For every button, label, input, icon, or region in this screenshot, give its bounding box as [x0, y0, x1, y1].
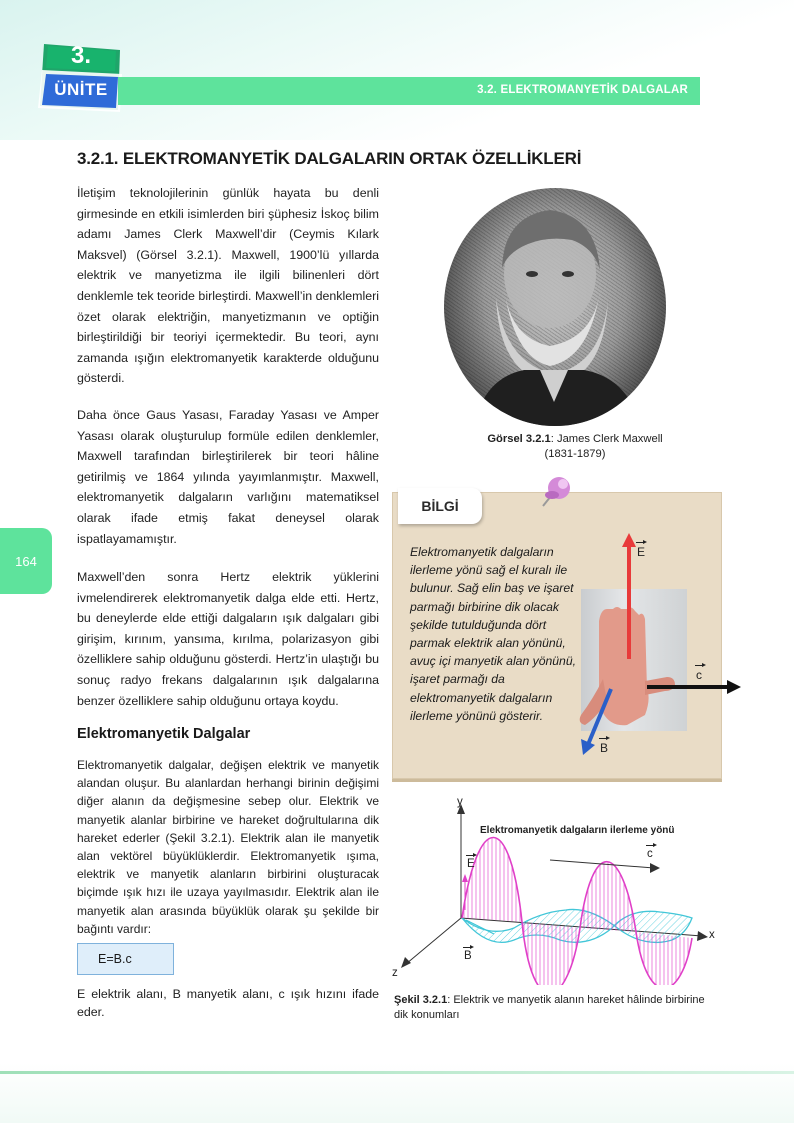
info-badge-label: BİLGİ — [421, 498, 459, 514]
push-pin-icon — [537, 470, 577, 510]
wave-caption-label: Şekil 3.2.1 — [394, 994, 448, 1006]
unit-label: ÜNİTE — [54, 80, 108, 99]
wave-label-b: B — [464, 950, 472, 962]
right-hand-rule-photo — [581, 589, 687, 731]
portrait-caption-text: : James Clerk Maxwell — [550, 433, 663, 445]
portrait-caption-label: Görsel 3.2.1 — [487, 433, 551, 445]
chapter-header-bar — [118, 77, 700, 105]
portrait-caption — [420, 432, 730, 462]
footer-rule — [0, 1071, 794, 1074]
subsection-paragraph: Elektromanyetik dalgalar, değişen elektrik ve manyetik alandan oluşur. Bu alanlardan herhangi birinin değişimi diğer alanın da değişmesine sebep olur. Elektrik ve manyetik alanlar birbirine ve hareket doğrultularına dik hareket ederler (Şekil 3.2.1). Elektrik alan ile manyetik alan vektörel büyüklüklerdir. Elektromanyetik ışıma, elektrik ve manyetik alanların birbirini oluşturacak biçimde ışık hızı ile uzaya yayılmasıdır. Elektrik alan ile manyetik alan arasında büyüklük olarak şu şekilde bir bağıntı vardır: — [77, 758, 379, 936]
right-hand-rule-illustration — [541, 539, 741, 759]
portrait-caption-years: (1831-1879) — [544, 448, 606, 460]
unit-badge — [38, 40, 124, 114]
formula-explanation: E elektrik alanı, B manyetik alanı, c ışık hızını ifade eder. — [77, 987, 379, 1019]
z-axis — [406, 918, 461, 964]
formula: E=B.c — [98, 952, 132, 966]
paragraph-3: Maxwell’den sonra Hertz elektrik yüklerini ivmelendirerek elektromanyetik dalga elde etti. Hertz, bu deneylerde elde ettiği dalgaların ışık dalgaları gibi girişim, kırınım, yansıma, kırılma, polarizasyon gibi özelliklere sahip olduğunu gösterdi. Hertz’in ulaştığı bu sonuç radyo frekans dalgalarının ışık dalgalarına benzer özelliklere sahip olduğunu ortaya koydu. — [77, 570, 379, 708]
wave-label-e: E — [467, 858, 475, 870]
page-number-tab — [0, 528, 52, 594]
subsection-title: Elektromanyetik Dalgalar — [77, 726, 251, 742]
wave-caption-text: : Elektrik ve manyetik alanın hareket hâlinde birbirine dik konumları — [394, 994, 705, 1021]
paragraph-2: Daha önce Gaus Yasası, Faraday Yasası ve Amper Yasası olarak oluşturulup formüle edilen denklemler, Maxwell tarafından birleştirilerek bir teori hâline getirilmiş ve 1864 yılında yayımlanmıştır. Maxwell, elektromanyetik dalgaların varlığını matematiksel olarak ifade etmiş fakat deneysel olarak ispatlayamamıştır. — [77, 408, 379, 546]
electromagnetic-wave-diagram — [390, 790, 720, 985]
unit-number: 3. — [70, 42, 91, 69]
chapter-title: 3.2. ELEKTROMANYETİK DALGALAR — [477, 84, 688, 96]
wave-label-c: c — [647, 848, 653, 860]
axis-label-z: z — [392, 967, 398, 979]
info-text: Elektromanyetik dalgaların ilerleme yönü sağ el kuralı ile bulunur. Sağ elin baş ve işaret parmağı birbirine dik olacak şekilde tutulduğunda dört parmak elektrik alan yönünü, avuç içi manyetik alan yönünü, işaret parmağı da elektromanyetik dalgaların ilerleme yönünü gösterir. — [410, 545, 576, 723]
info-label-c: c — [696, 668, 702, 682]
formula-box — [77, 943, 174, 975]
paragraph-1: İletişim teknolojilerinin günlük hayata bu denli girmesinde en etkili isimlerden biri şüphesiz İskoç bilim adamı James Clerk Maxwell’dir (Ceymis Kılark Maksvel) (Görsel 3.2.1). Maxwell, 1900’lü yıllarda elektrik ve manyetizma ile ilgili bilinenleri dört denklemle tek teoride birleştirdi. Maxwell’in denklemleri özet olarak elektriğin, manyetizmanın ve optiğin birleştirildiği bir teoriyi içermektedir. Bu teori, aynı zamanda ışığın elektromanyetik karakterde olduğunu gösterdi. — [77, 186, 379, 386]
axis-label-x: x — [709, 929, 715, 941]
info-badge — [398, 488, 482, 524]
section-title: 3.2.1. ELEKTROMANYETİK DALGALARIN ORTAK ÖZELLİKLERİ — [77, 149, 582, 168]
wave-figure-caption — [394, 993, 714, 1023]
axis-label-y: y — [457, 796, 463, 808]
info-label-b: B — [600, 741, 609, 755]
info-label-e: E — [637, 545, 646, 559]
page-number: 164 — [15, 554, 37, 569]
wave-figure-title: Elektromanyetik dalgaların ilerleme yönü — [480, 825, 675, 836]
maxwell-portrait-image — [444, 188, 666, 426]
